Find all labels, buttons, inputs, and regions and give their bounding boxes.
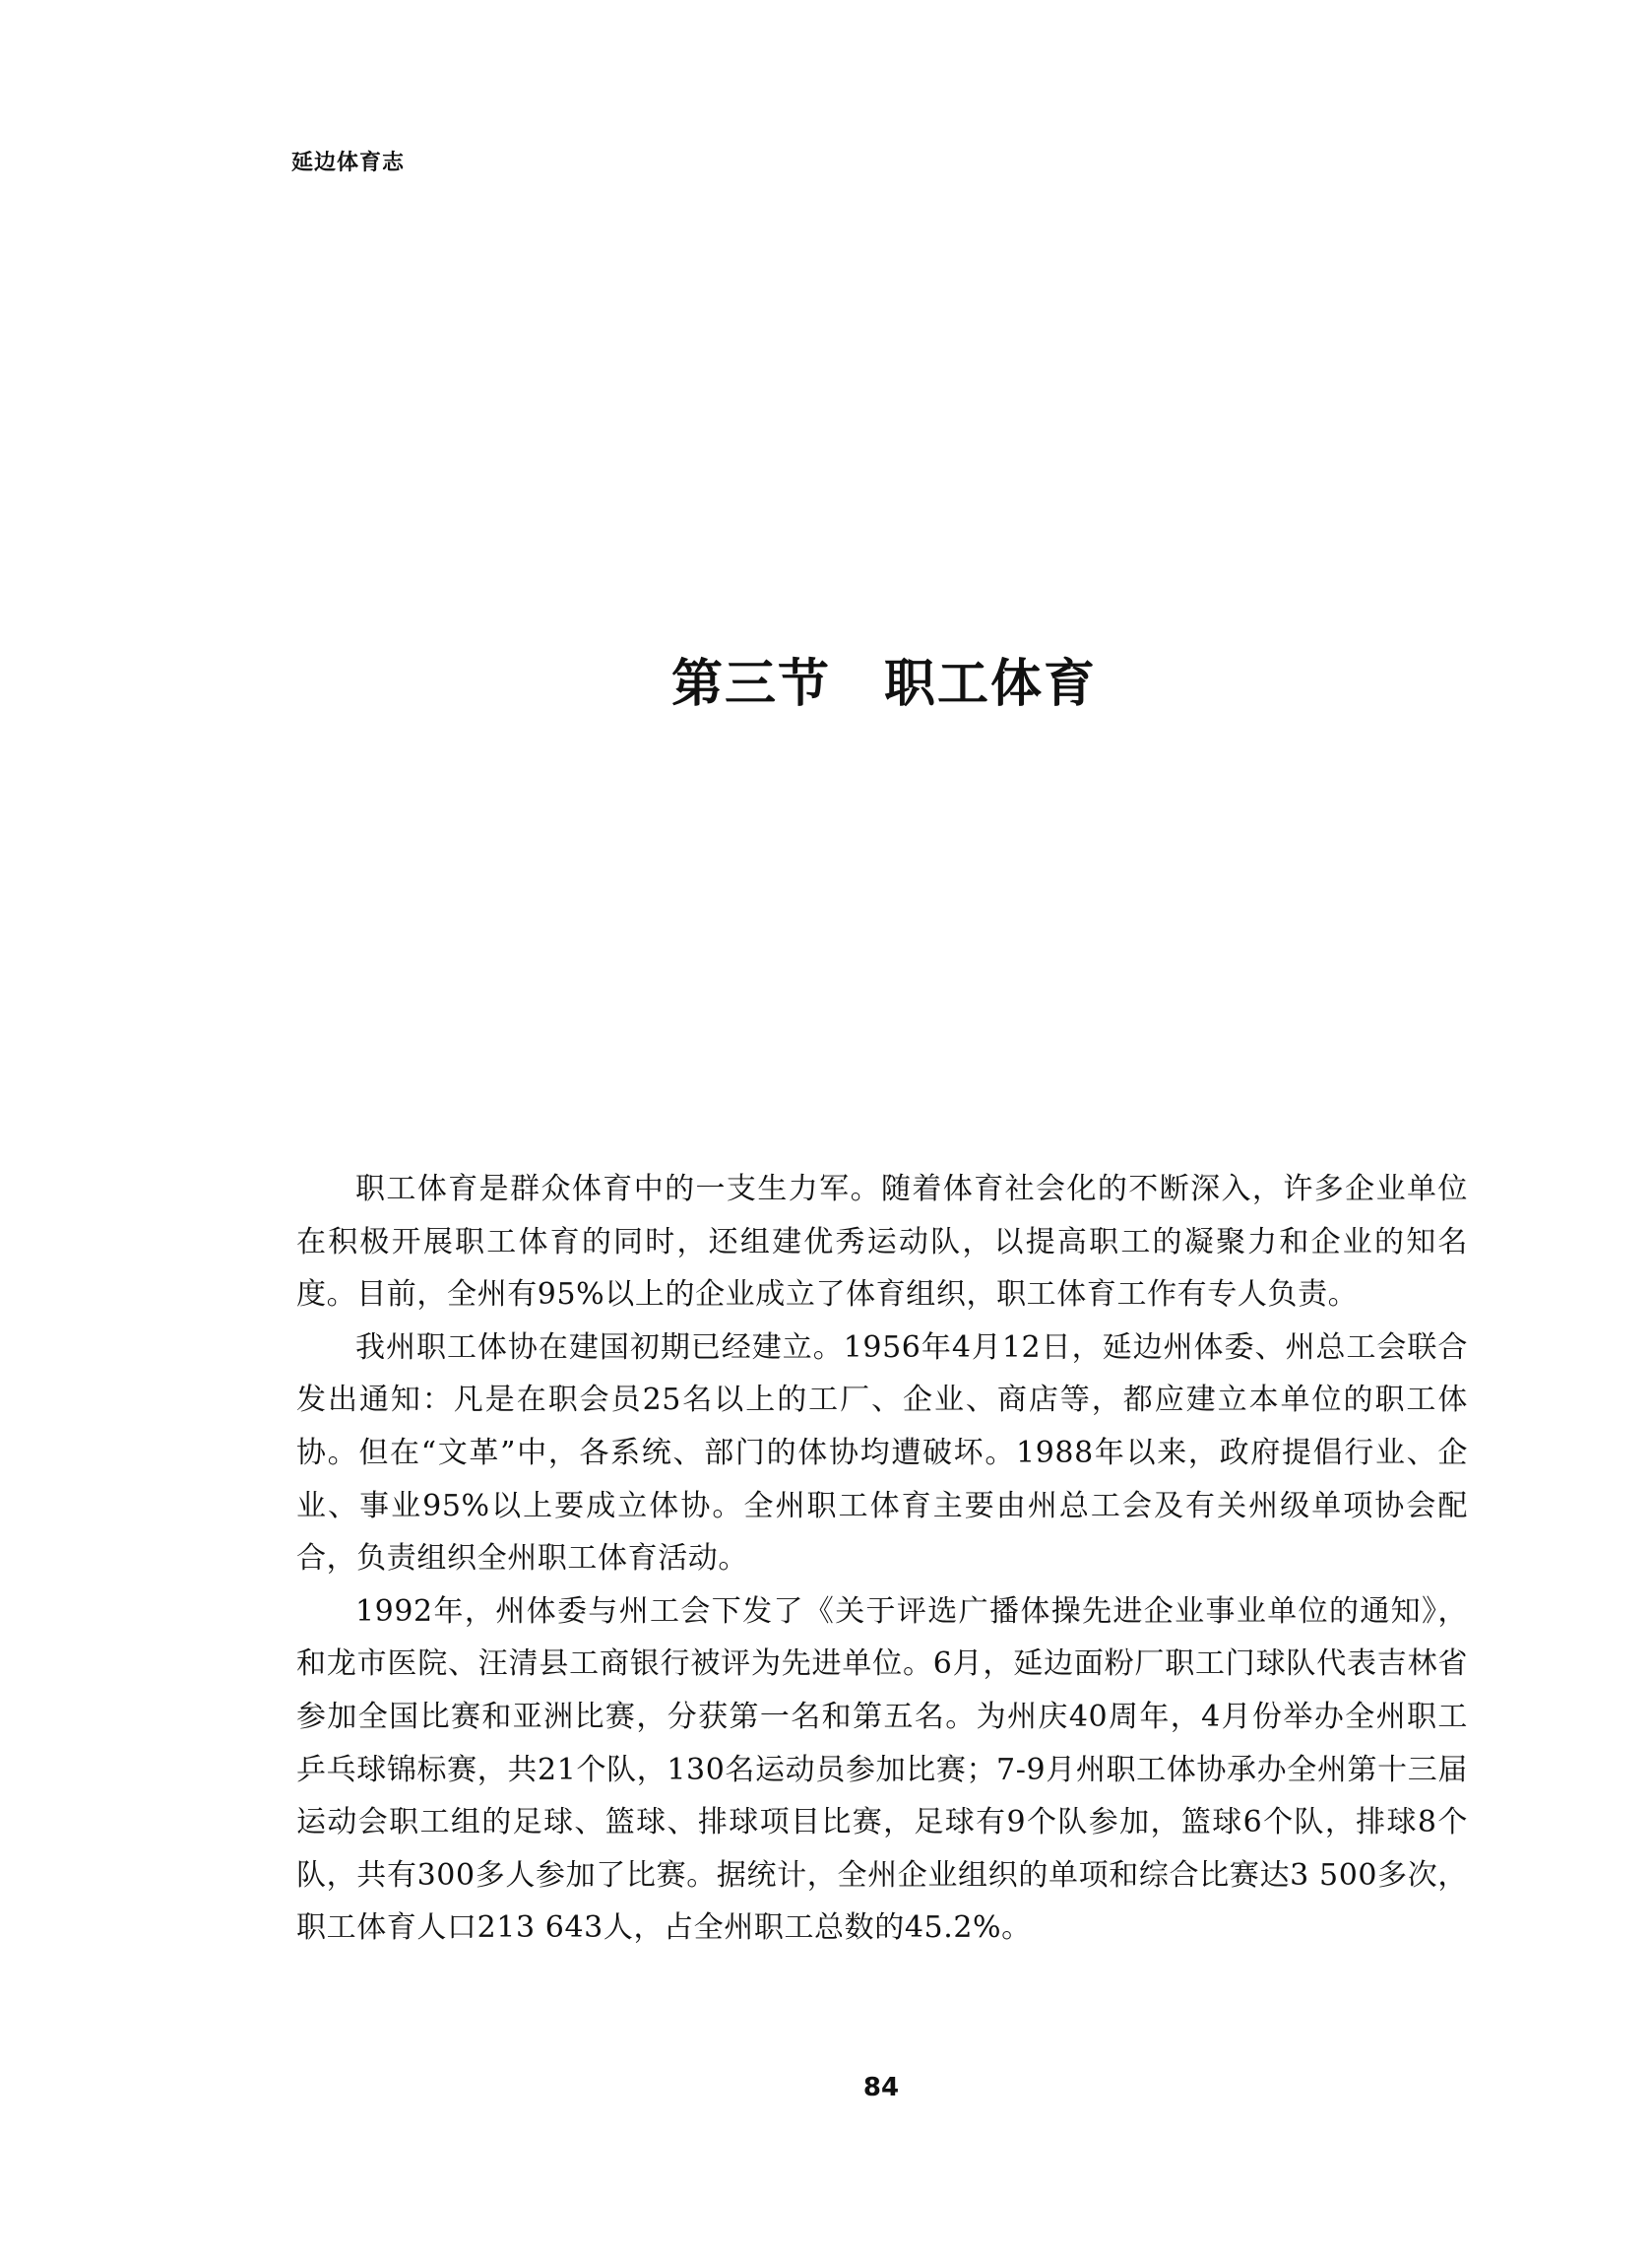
page-number: 84	[862, 2073, 900, 2102]
paragraph-2: 我州职工体协在建国初期已经建立。1956年4月12日，延边州体委、州总工会联合发出通知：凡是在职会员25名以上的工厂、企业、商店等，都应建立本单位的职工体协。但在“文革”中，各系统、部门的体协均遭破坏。1988年以来，政府提倡行业、企业、事业95%以上要成立体协。全州职工体育主要由州总工会及有关州级单项协会配合，负责组织全州职工体育活动。	[296, 1329, 1468, 1577]
section-title: 第三节 职工体育	[670, 654, 1097, 714]
body-text	[296, 1163, 1468, 1955]
paragraph-3: 1992年，州体委与州工会下发了《关于评选广播体操先进企业事业单位的通知》，和龙市医院、汪清县工商银行被评为先进单位。6月，延边面粉厂职工门球队代表吉林省参加全国比赛和亚洲比赛，分获第一名和第五名。为州庆40周年，4月份举办全州职工乒乓球锦标赛，共21个队，130名运动员参加比赛；7-9月州职工体协承办全州第十三届运动会职工组的足球、篮球、排球项目比赛，足球有9个队参加，篮球6个队，排球8个队，共有300多人参加了比赛。据统计，全州企业组织的单项和综合比赛达3 500多次，职工体育人口213 643人，占全州职工总数的45.2%。	[296, 1593, 1468, 1946]
paragraph-1: 职工体育是群众体育中的一支生力军。随着体育社会化的不断深入，许多企业单位在积极开展职工体育的同时，还组建优秀运动队，以提高职工的凝聚力和企业的知名度。目前，全州有95%以上的企业成立了体育组织，职工体育工作有专人负责。	[296, 1172, 1468, 1313]
running-head: 延边体育志	[291, 151, 406, 175]
